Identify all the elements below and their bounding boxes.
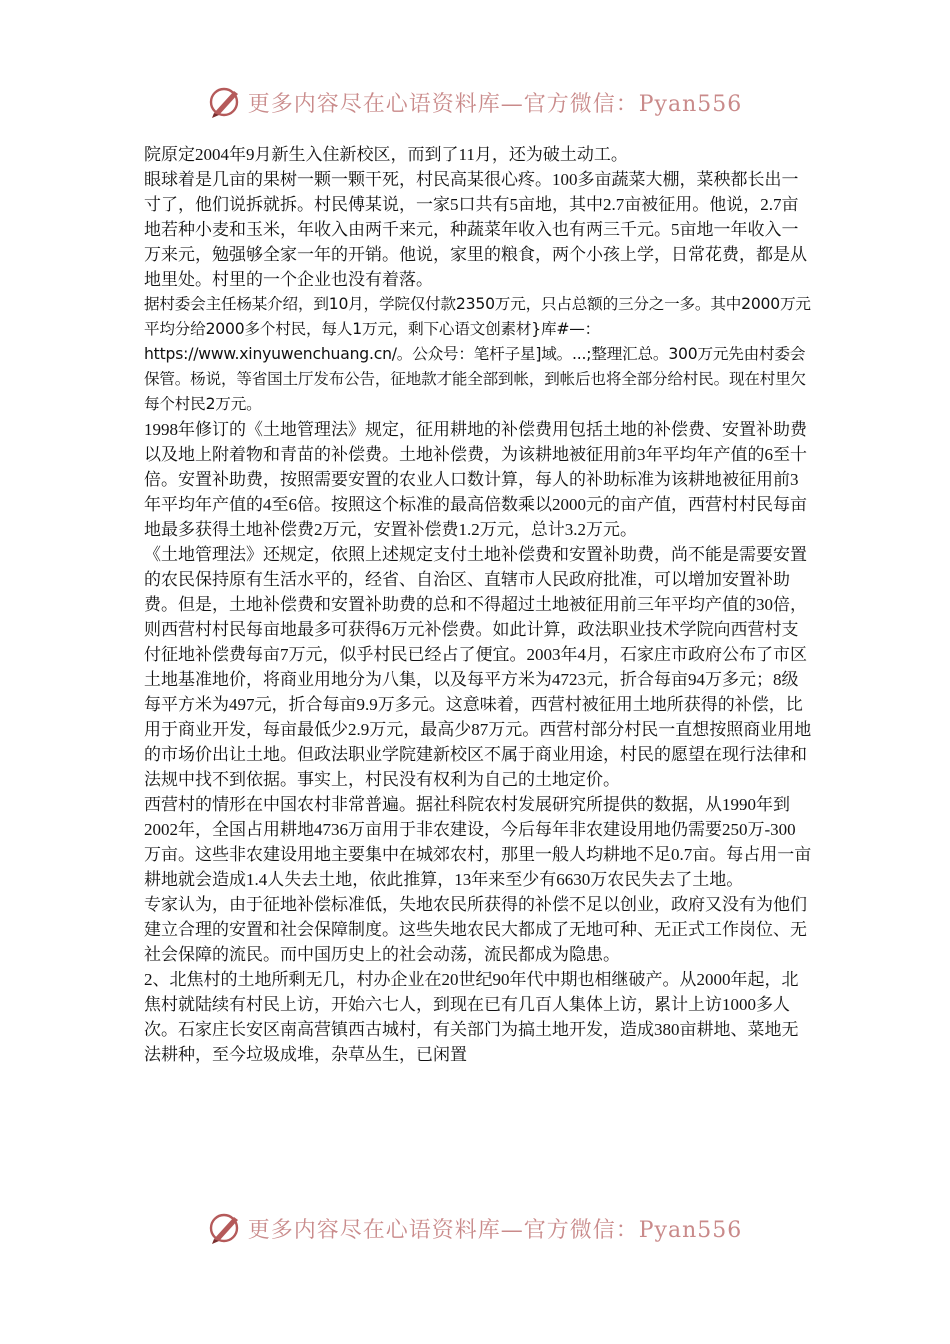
- watermark-text: 更多内容尽在心语资料库—官方微信：Pyan556: [247, 91, 743, 117]
- paragraph: 1998年修订的《土地管理法》规定，征用耕地的补偿费用包括土地的补偿费、安置补助费以及地上附着物和青苗的补偿费。土地补偿费，为该耕地被征用前3年平均年产值的6至十倍。安置补助费，按照需要安置的农业人口数计算，每人的补助标准为该耕地被征用前3年平均年产值的4至6倍。按照这个标准的最高倍数乘以2000元的亩产值，西营村村民每亩地最多获得土地补偿费2万元，安置补偿费1.2万元，总计3.2万元。: [144, 420, 807, 539]
- watermark-text: 更多内容尽在心语资料库—官方微信：Pyan556: [247, 1217, 743, 1243]
- paragraph: 眼球着是几亩的果树一颗一颗干死，村民高某很心疼。100多亩蔬菜大棚，菜秧都长出一寸了，他们说拆就拆。村民傅某说，一家5口共有5亩地，其中2.7亩被征用。他说，2.7亩地若种小麦和玉米，年收入由两千来元，种蔬菜年收入也有两三千元。5亩地一年收入一万来元，勉强够全家一年的开销。他说，家里的粮食，两个小孩上学，日常花费，都是从地里处。村里的一个企业也没有着落。: [144, 170, 807, 289]
- paragraph: 2、北焦村的土地所剩无几，村办企业在20世纪90年代中期也相继破产。从2000年起，北焦村就陆续有村民上访，开始六七人，到现在已有几百人集体上访，累计上访1000多人次。石家庄长安区南高营镇西古城村，有关部门为搞土地开发，造成380亩耕地、菜地无法耕种，至今垃圾成堆，杂草丛生，已闲置: [144, 970, 799, 1064]
- paragraph: 专家认为，由于征地补偿标准低，失地农民所获得的补偿不足以创业，政府又没有为他们建立合理的安置和社会保障制度。这些失地农民大都成了无地可种、无正式工作岗位、无社会保障的流民。而中国历史上的社会动荡，流民都成为隐患。: [144, 895, 807, 964]
- watermark-banner-top: [0, 80, 950, 124]
- paragraph: 西营村的情形在中国农村非常普遍。据社科院农村发展研究所提供的数据，从1990年到2002年，全国占用耕地4736万亩用于非农建设，今后每年非农建设用地仍需要250万-300万亩。这些非农建设用地主要集中在城郊农村，那里一般人均耕地不足0.7亩。每占用一亩耕地就会造成1.4人失去土地，依此推算，13年来至少有6630万农民失去了土地。: [144, 795, 812, 889]
- paragraph: 据村委会主任杨某介绍，到10月，学院仅付款2350万元，只占总额的三分之一多。其中2000万元平均分给2000多个村民，每人1万元，剩下心语文创素材}库#—：https://www.xinyuwenchuang.cn/。公众号：笔杆子星]域。...;整理汇总。300万元先由村委会保管。杨说，等省国土厅发布公告，征地款才能全部到帐，到帐后也将全部分给村民。现在村里欠每个村民2万元。: [144, 295, 811, 413]
- pen-logo-icon: [208, 85, 242, 119]
- paragraph: 院原定2004年9月新生入住新校区，而到了11月，还为破土动工。: [144, 145, 628, 164]
- document-body: [144, 142, 812, 1067]
- watermark-banner-bottom: [0, 1206, 950, 1250]
- paragraph: 《土地管理法》还规定，依照上述规定支付土地补偿费和安置补助费，尚不能是需要安置的农民保持原有生活水平的，经省、自治区、直辖市人民政府批准，可以增加安置补助费。但是，土地补偿费和安置补助费的总和不得超过土地被征用前三年平均产值的30倍，则西营村村民每亩地最多可获得6万元补偿费。如此计算，政法职业技术学院向西营村支付征地补偿费每亩7万元，似乎村民已经占了便宜。2003年4月，石家庄市政府公布了市区土地基准地价，将商业用地分为八集，以及每平方米为4723元，折合每亩94万多元；8级每平方米为497元，折合每亩9.9万多元。这意味着，西营村被征用土地所获得的补偿，比用于商业开发，每亩最低少2.9万元，最高少87万元。西营村部分村民一直想按照商业用地的市场价出让土地。但政法职业学院建新校区不属于商业用途，村民的愿望在现行法律和法规中找不到依据。事实上，村民没有权利为自己的土地定价。: [144, 545, 812, 789]
- pen-logo-icon: [208, 1211, 242, 1245]
